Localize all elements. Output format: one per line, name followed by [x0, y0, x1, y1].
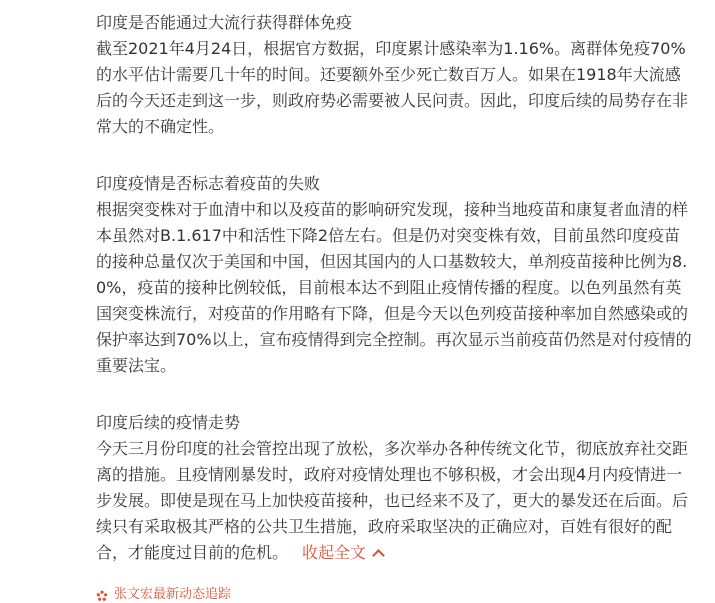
article-body	[96, 10, 696, 597]
article-section	[96, 10, 696, 140]
article-section	[96, 410, 696, 566]
collapse-article-link[interactable]	[302, 543, 383, 562]
section-title: 印度后续的疫情走势	[96, 413, 241, 432]
article-section	[96, 171, 696, 379]
section-paragraph-text: 今天三月份印度的社会管控出现了放松，多次举办各种传统文化节，彻底放弃社交距离的措施。且疫情刚暴发时，政府对疫情处理也不够积极，才会出现4月内疫情进一步发展。即使是现在马上加快疫苗接种，也已经来不及了，更大的暴发还在后面。后续只有采取极其严格的公共卫生措施，政府采取坚决的正确应对，百姓有很好的配合，才能度过目前的危机。	[96, 439, 689, 562]
collapse-label[interactable]: 收起全文	[302, 543, 367, 562]
related-news-link[interactable]	[96, 587, 231, 603]
section-paragraph	[96, 436, 696, 566]
flower-icon	[96, 590, 108, 602]
section-paragraph: 截至2021年4月24日，根据官方数据，印度累计感染率为1.16%。离群体免疫70%的水平估计需要几十年的时间。还要额外至少死亡数百万人。如果在1918年大流感后的今天还走到这一步，则政府势必需要被人民问责。因此，印度后续的局势存在非常大的不确定性。	[96, 39, 689, 136]
section-title: 印度疫情是否标志着疫苗的失败	[96, 174, 321, 193]
section-title: 印度是否能通过大流行获得群体免疫	[96, 13, 353, 32]
section-paragraph: 根据突变株对于血清中和以及疫苗的影响研究发现，接种当地疫苗和康复者血清的样本虽然对B.1.617中和活性下降2倍左右。但是仍对突变株有效，目前虽然印度疫苗的接种总量仅次于美国和中国，但因其国内的人口基数较大，单剂疫苗接种比例为8.0%，疫苗的接种比例较低，目前根本达不到阻止疫情传播的程度。以色列虽然有英国突变株流行，对疫苗的作用略有下降，但是今天以色列疫苗接种率加自然感染或的保护率达到70%以上，宣布疫情得到完全控制。再次显示当前疫苗仍然是对付疫情的重要法宝。	[96, 200, 692, 375]
chevron-up-icon[interactable]	[372, 549, 385, 562]
related-news-label[interactable]: 张文宏最新动态追踪	[114, 587, 232, 602]
